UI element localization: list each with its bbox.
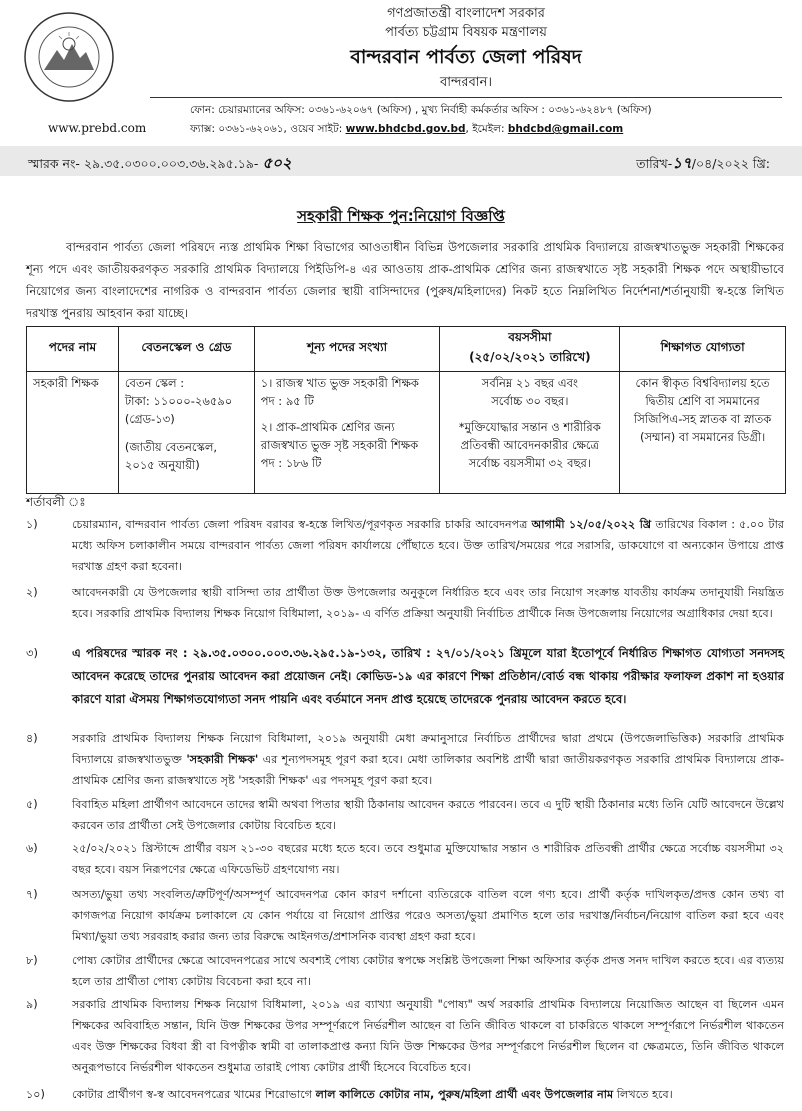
- memo-number-handwritten: ৫০২: [262, 154, 292, 172]
- cell-education: কোন স্বীকৃত বিশ্ববিদ্যালয় হতে দ্বিতীয় শ্রেণি বা সমমানের সিজিপিএ-সহ স্নাতক বা স্নাতক (সম্মান) বা সমমানের ডিগ্রী।: [620, 372, 786, 494]
- phone-line: ফোন: চেয়ারম্যানের অফিস: ০৩৬১-৬২০৬৭ (অফিস) , মুখ্য নির্বাহী কর্মকর্তার অফিস : ০৩৬১-৬২৪৮৭ (অফিস): [190, 104, 652, 116]
- email-label: , ইমেইল:: [465, 123, 508, 135]
- col-age: বয়সসীমা (২৫/০২/২০২১ তারিখে): [440, 327, 620, 372]
- conditions-title: শর্তাবলী ঃ: [26, 495, 86, 509]
- cell-vacancy: ১। রাজস্ব খাত ভুক্ত সহকারী শিক্ষক পদ : ৯৫ টি ২। প্রাক-প্রাথমিক শ্রেণির জন্য রাজস্বখাত ভুক্ত সৃষ্ট সহকারী শিক্ষক পদ : ১৮৬ টি: [254, 372, 440, 494]
- col-education: শিক্ষাগত যোগ্যতা: [620, 327, 786, 372]
- place-name: বান্দরবান।: [439, 75, 492, 90]
- govt-name: গণপ্রজাতন্ত্রী বাংলাদেশ সরকার: [387, 6, 545, 21]
- fax-web-email-line: [190, 120, 782, 139]
- col-post: পদের নাম: [27, 327, 119, 372]
- council-seal: [22, 10, 116, 104]
- date-handwritten: ১৭: [672, 154, 692, 172]
- ministry-name: পার্বত্য চট্টগ্রাম বিষয়ক মন্ত্রণালয়: [385, 25, 547, 40]
- memo-number: [28, 152, 292, 177]
- notice-title: সহকারী শিক্ষক পুন:নিয়োগ বিজ্ঞপ্তি: [297, 207, 505, 225]
- table-row: [27, 372, 786, 494]
- website-link[interactable]: www.bhdcbd.gov.bd: [345, 123, 466, 135]
- memo-number-label: স্মারক নং- ২৯.৩৫.০৩০০.০০৩.৩৬.২৯৫.১৯-: [28, 156, 263, 171]
- memo-row: [0, 146, 802, 176]
- vacancy-table: [26, 326, 786, 494]
- table-header-row: [27, 327, 786, 372]
- letterhead: [150, 4, 782, 94]
- fax-text: ফ্যাক্স: ০৩৬১-৬২০৬১, ওয়েব সাইট:: [190, 123, 346, 135]
- col-vacancy: শূন্য পদের সংখ্যা: [254, 327, 440, 372]
- cell-scale: বেতন স্কেল : টাকা: ১১০০০-২৬৫৯০ (গ্রেড-১৩) (জাতীয় বেতনস্কেল, ২০১৫ অনুযায়ী): [118, 372, 254, 494]
- date-label: তারিখ-: [636, 156, 673, 171]
- contact-block: [190, 101, 782, 139]
- cell-post: সহকারী শিক্ষক: [27, 372, 119, 494]
- intro-paragraph: বান্দরবান পার্বত্য জেলা পরিষদে ন্যস্ত প্রাথমিক শিক্ষা বিভাগের আওতাধীন বিভিন্ন উপজেলার সরকারি প্রাথমিক বিদ্যালয়ে রাজস্বখাতভুক্ত সহকারী শিক্ষকের শূন্য পদে এবং জাতীয়করণকৃত সরকারি প্রাথমিক বিদ্যালয়ে পিইডিপি-৪ এর আওতায় প্রাক-প্রাথমিক শ্রেণির জন্য রাজস্বখাতে সৃষ্ট সহকারী শিক্ষক পদে অস্থায়ীভাবে নিয়োগের জন্য বাংলাদেশের নাগরিক ও বান্দরবান পার্বত্য জেলার স্থায়ী বাসিন্দাদের (পুরুষ/মহিলাদের) নিকট হতে নিম্নলিখিত নির্দেশনা/শর্তানুযায়ী স্ব-হস্তে লিখিত দরখাস্ত পুনরায় আহবান করা যাচ্ছে।: [26, 240, 784, 320]
- date-rest: /০৪/২০২২ খ্রি:: [691, 156, 770, 171]
- council-name: বান্দরবান পার্বত্য জেলা পরিষদ: [350, 46, 582, 68]
- header-divider: [150, 97, 782, 98]
- memo-date: [636, 152, 770, 177]
- website-watermark: www.prebd.com: [48, 121, 147, 135]
- cell-age: সর্বনিম্ন ২১ বছর এবং সর্বোচ্চ ৩০ বছর। *মুক্তিযোদ্ধার সন্তান ও শারীরিক প্রতিবন্ধী আবেদনকারীর ক্ষেত্রে সর্বোচ্চ বয়সসীমা ৩২ বছর।: [440, 372, 620, 494]
- email-link[interactable]: bhdcbd@gmail.com: [507, 123, 624, 135]
- col-scale: বেতনস্কেল ও গ্রেড: [118, 327, 254, 372]
